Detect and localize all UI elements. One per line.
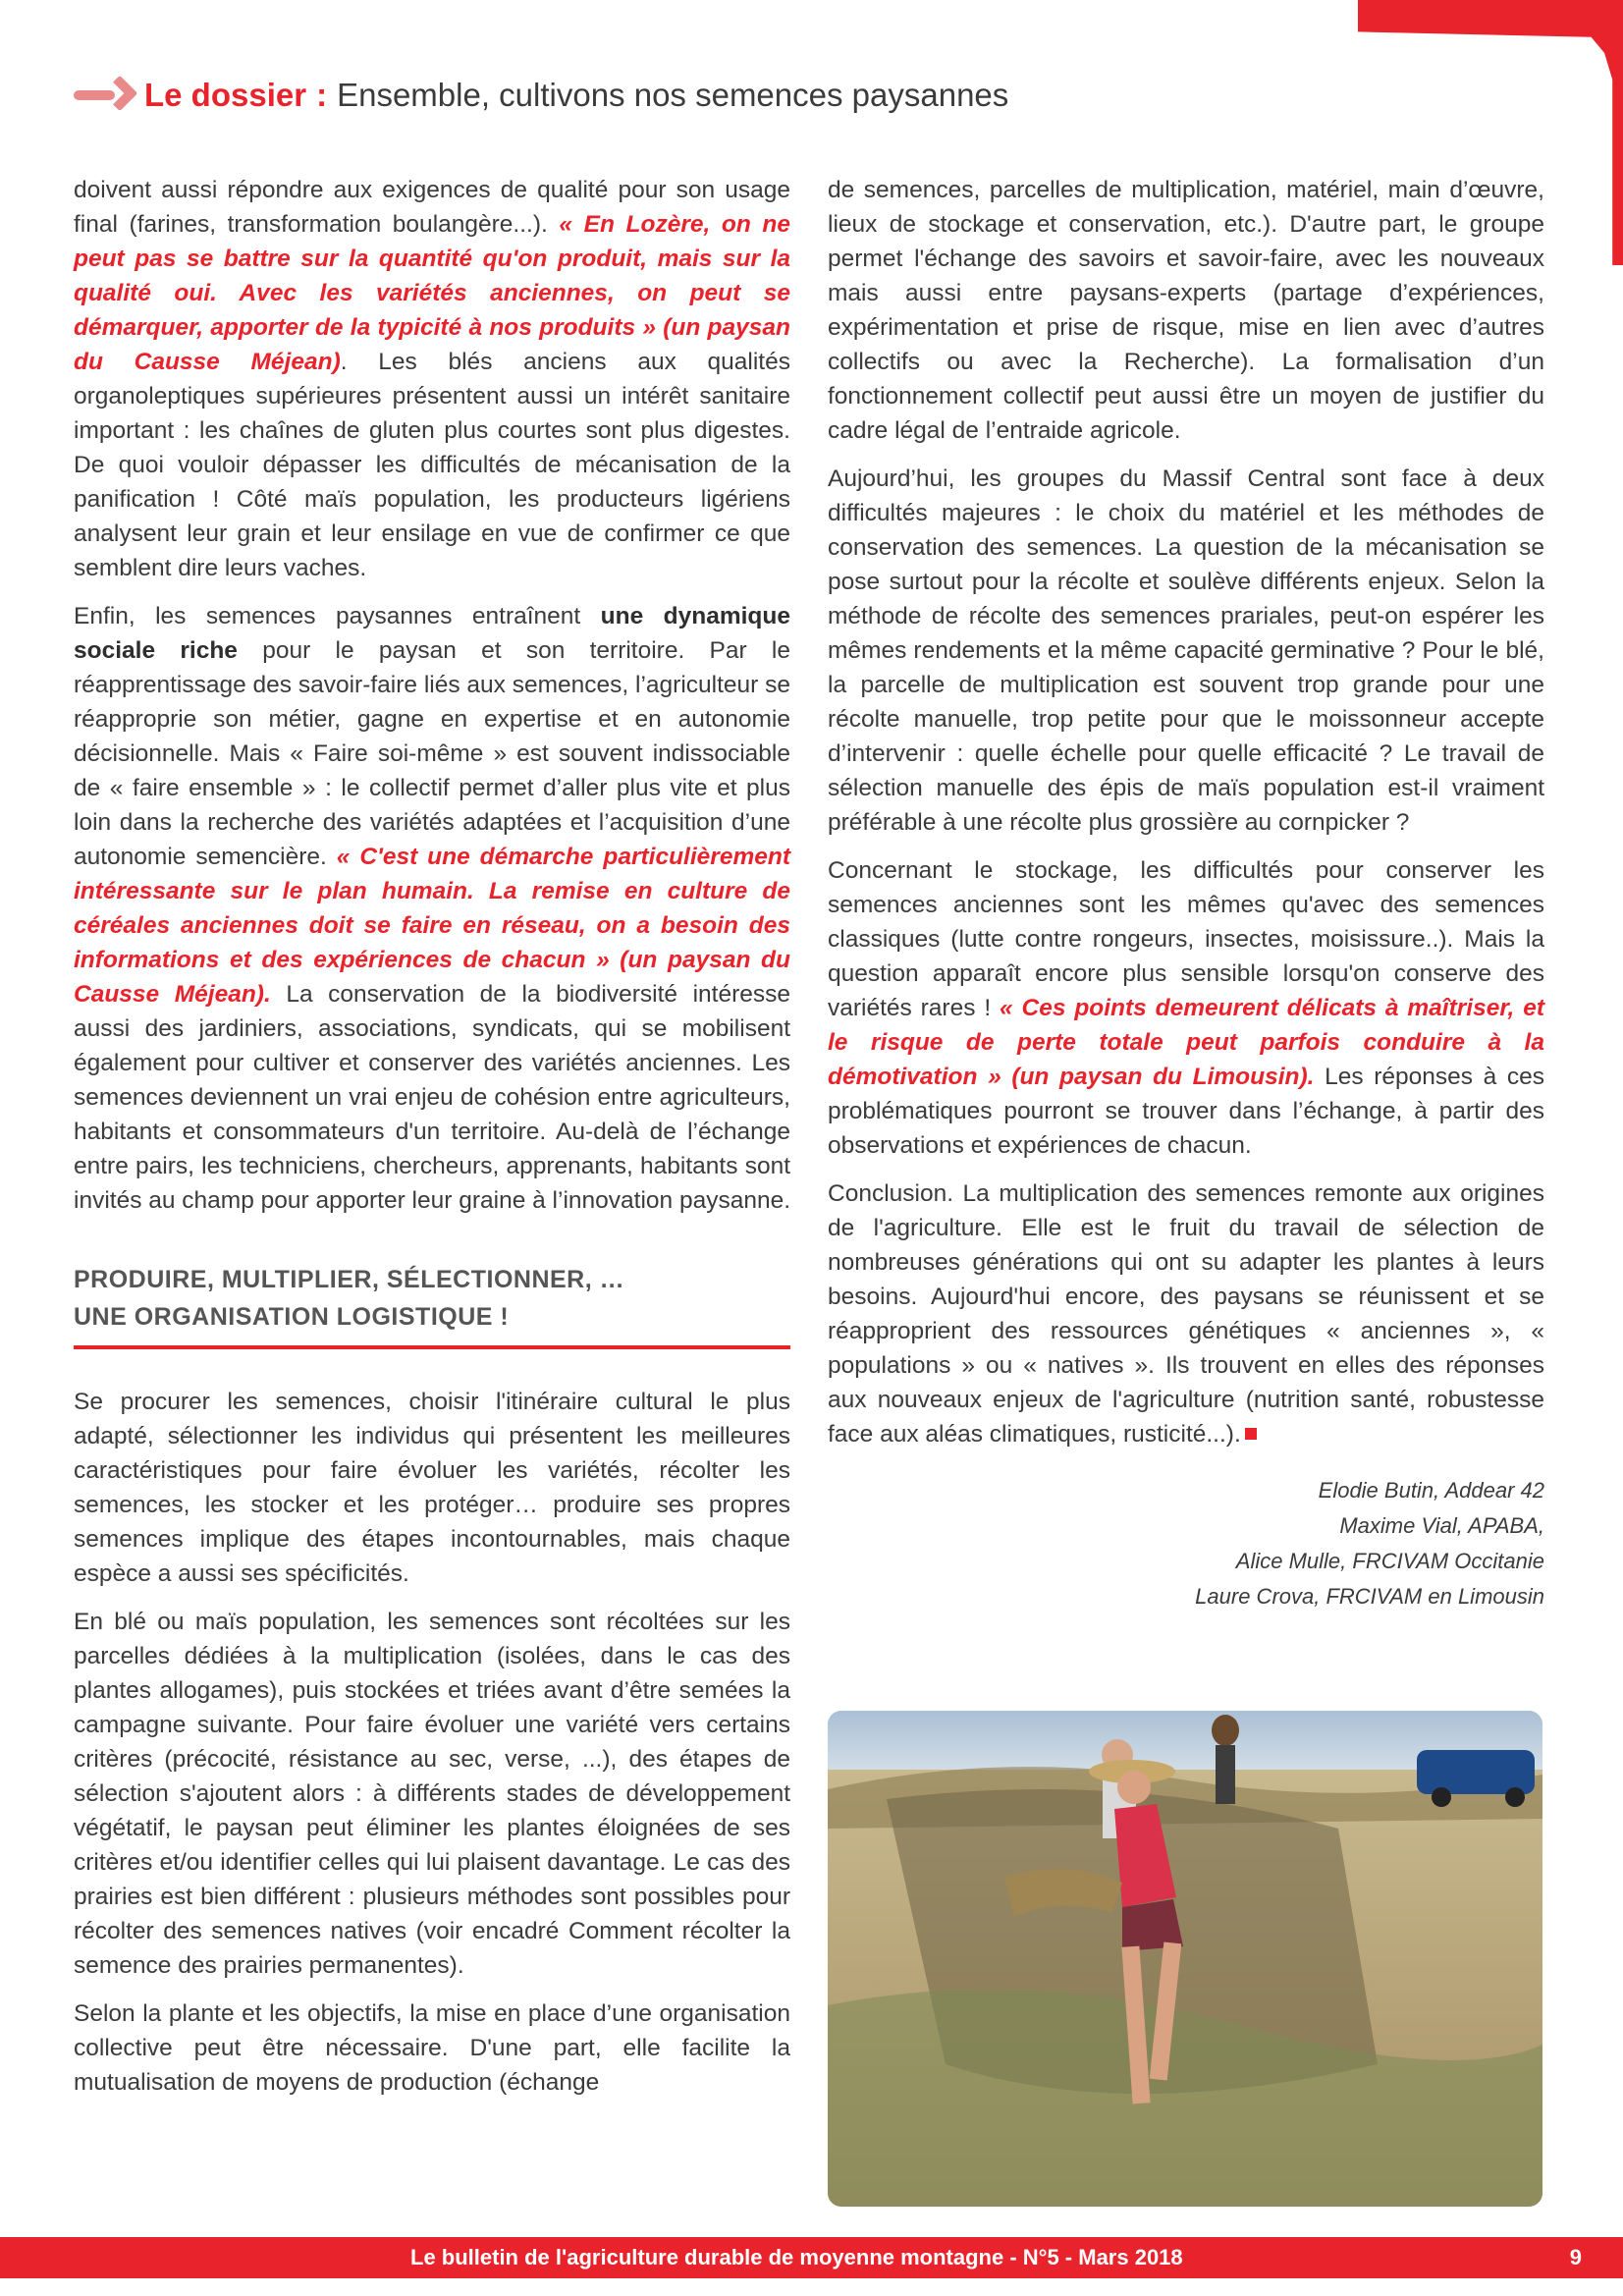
right-column — [828, 173, 1544, 1614]
author-line: Maxime Vial, APABA, — [1339, 1513, 1544, 1538]
bulletin-title: Le bulletin de l'agriculture durable de moyenne montagne - N°5 - Mars 2018 — [410, 2245, 1183, 2269]
right-paragraph-2: Aujourd’hui, les groupes du Massif Central sont face à deux difficultés majeures : le choix du matériel et les méthodes de conservation des semences. La question de la mécanisation se pose surtout pour la récolte et soulève différents enjeux. Selon la méthode de récolte des semences prariales, peut-on espérer les mêmes rendements et la même capacité germinative ? Pour le blé, la parcelle de multiplication est souvent trop grande pour une récolte manuelle, trop petite pour que le moissonneur accepte d’intervenir : quelle échelle pour quelle efficacité ? Le travail de sélection manuelle des épis de maïs population est-il vraiment préférable à une récolte plus grossière au cornpicker ? — [828, 465, 1544, 836]
text: Concernant le stockage, les difficultés pour conserver les semences anciennes sont les mêmes qu'avec des semences classiques (lutte contre rongeurs, insectes, moisissure..). Mais la question apparaît encore plus sensible lorsqu'on conserve des variétés rares ! — [828, 857, 1544, 1021]
quote-causse: « C'est une démarche particulièrement intéressante sur le plan humain. La remise en culture de céréales anciennes doit se faire en réseau, on a besoin des informations et des expériences de chacun » (un paysan du Causse Méjean). — [74, 844, 790, 1008]
subheading-line-1: PRODUIRE, MULTIPLIER, SÉLECTIONNER, … — [74, 1266, 625, 1293]
text: Enfin, les semences paysannes entraînent — [74, 603, 601, 629]
text: pour le paysan et son territoire. Par le réapprentissage des savoir-faire liés aux semences, l’agriculteur se réapproprie son métier, gagne en expertise et en autonomie décisionnelle. Mais « Faire soi-même » est souvent indissociable de « faire ensemble » : le collectif permet d’aller plus vite et plus loin dans la recherche des variétés adaptées et l’acquisition d’une autonomie semencière. — [74, 637, 790, 870]
authors-block — [828, 1473, 1544, 1614]
dossier-title: Ensemble, cultivons nos semences paysannes — [337, 77, 1009, 113]
bold-phrase: une dynamique sociale riche — [74, 603, 790, 664]
left-paragraph-2 — [74, 599, 790, 1218]
text: Les réponses à ces problématiques pourront se trouver dans l’échange, à partir des observations et expériences de chacun. — [828, 1064, 1544, 1159]
page-footer — [0, 2237, 1623, 2278]
left-paragraph-4: En blé ou maïs population, les semences sont récoltées sur les parcelles dédiées à la multiplication (isolées, dans le cas des plantes allogames), puis stockées et triées avant d’être semées la campagne suivante. Pour faire évoluer une variété vers certains critères (précocité, résistance au sec, verse, ...), des étapes de sélection s'ajoutent alors : à différents stades de développement végétatif, le paysan peut éliminer les plantes éloignées de ses critères et/ou identifier celles qui lui plaisent davantage. Le cas des prairies est bien différent : plusieurs méthodes sont possibles pour récolter des semences natives (voir encadré Comment récolter la semence des prairies permanentes). — [74, 1609, 790, 1979]
field-harvest-photo — [828, 1711, 1542, 2207]
author-line: Elodie Butin, Addear 42 — [1318, 1478, 1544, 1503]
quote-lozere: « En Lozère, on ne peut pas se battre sur la quantité qu'on produit, mais sur la qualité oui. Avec les variétés anciennes, on peut se démarquer, apporter de la typicité à nos produits » (un paysan du Causse Méjean) — [74, 211, 790, 375]
section-separator: : — [316, 77, 328, 113]
text: doivent aussi répondre aux exigences de qualité pour son usage final (farines, transformation boulangère...). — [74, 177, 790, 238]
arrow-right-icon — [74, 79, 135, 112]
section-subheading — [74, 1261, 790, 1349]
left-paragraph-3: Se procurer les semences, choisir l'itinéraire cultural le plus adapté, sélectionner les individus qui présentent les meilleures caractéristiques pour faire évoluer les variétés, récolter les semences, les stocker et les protéger… produire ses propres semences implique des étapes incontournables, mais chaque espèce a aussi ses spécificités. — [74, 1389, 790, 1587]
section-label: Le dossier — [144, 77, 307, 113]
left-column — [74, 173, 790, 2113]
subheading-line-2: UNE ORGANISATION LOGISTIQUE ! — [74, 1303, 510, 1331]
text: . Les blés anciens aux qualités organoleptiques supérieures présentent aussi un intérêt sanitaire important : les chaînes de gluten plus courtes sont plus digestes. De quoi vouloir dépasser les difficultés de mécanisation de la panification ! Côté maïs population, les producteurs ligériens analysent leur grain et leur ensilage en vue de confirmer ce que semblent dire leurs vaches. — [74, 349, 790, 581]
quote-limousin: « Ces points demeurent délicats à maîtriser, et le risque de perte totale peut parfois conduire à la démotivation » (un paysan du Limousin). — [828, 995, 1544, 1090]
page-header — [74, 71, 1008, 120]
text: Conclusion. La multiplication des semences remonte aux origines de l'agriculture. Elle est le fruit du travail de sélection de nombreuses générations qui ont su adapter les plantes à leurs besoins. Aujourd'hui encore, des paysans se réunissent et se réapproprient des ressources génétiques « anciennes », « populations » ou « natives ». Ils trouvent en elles des réponses aux nouveaux enjeux de l'agriculture (nutrition santé, robustesse face aux aléas climatiques, rusticité...). — [828, 1180, 1544, 1448]
text: La conservation de la biodiversité intéresse aussi des jardiniers, associations, syndicats, qui se mobilisent également pour cultiver et conserver des variétés anciennes. Les semences deviennent un vrai enjeu de cohésion entre agriculteurs, habitants et consommateurs d'un territoire. Au-delà de l’échange entre pairs, les techniciens, chercheurs, apprenants, habitants sont invités au champ pour apporter leur graine à l’innovation paysanne. — [74, 981, 791, 1214]
right-paragraph-3 — [828, 853, 1544, 1163]
left-paragraph-1 — [74, 173, 790, 585]
photo-illustration — [828, 1711, 1542, 2207]
author-line: Laure Crova, FRCIVAM en Limousin — [1195, 1584, 1544, 1609]
end-mark-icon — [1245, 1428, 1257, 1440]
author-line: Alice Mulle, FRCIVAM Occitanie — [1235, 1549, 1544, 1573]
right-paragraph-1: de semences, parcelles de multiplication, matériel, main d’œuvre, lieux de stockage et conservation, etc.). D'autre part, le groupe permet l'échange des savoirs et savoir-faire, avec les nouveaux mais aussi entre paysans-experts (partage d’expériences, expérimentation et prise de risque, mise en lien avec d’autres collectifs ou avec la Recherche). La formalisation d’un fonctionnement collectif peut aussi être un moyen de justifier du cadre légal de l’entraide agricole. — [828, 177, 1544, 444]
right-paragraph-conclusion — [828, 1176, 1544, 1451]
page-number: 9 — [1569, 2245, 1582, 2269]
left-paragraph-5: Selon la plante et les objectifs, la mise en place d’une organisation collective peut être nécessaire. D'une part, elle facilite la mutualisation de moyens de production (échange — [74, 2000, 790, 2096]
